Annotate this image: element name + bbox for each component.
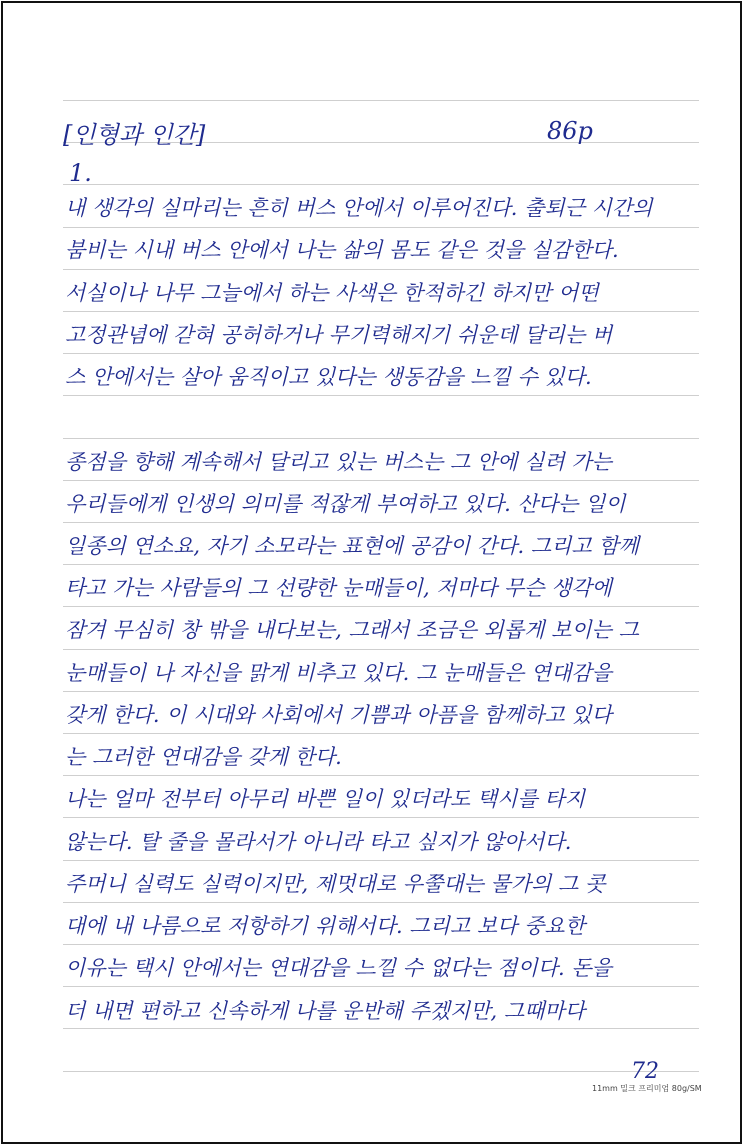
ruled-line: [63, 986, 699, 987]
handwritten-line: 눈매들이 나 자신을 맑게 비추고 있다. 그 눈매들은 연대감을: [65, 661, 612, 685]
handwritten-line: 갖게 한다. 이 시대와 사회에서 기쁨과 아픔을 함께하고 있다: [65, 703, 612, 727]
handwritten-line: 잠겨 무심히 창 밖을 내다보는, 그래서 조금은 외롭게 보이는 그: [65, 618, 639, 642]
handwritten-line: 일종의 연소요, 자기 소모라는 표현에 공감이 간다. 그리고 함께: [65, 534, 639, 558]
handwritten-line: 대에 내 나름으로 저항하기 위해서다. 그리고 보다 중요한: [65, 914, 585, 938]
handwritten-line: 붐비는 시내 버스 안에서 나는 삶의 몸도 같은 것을 실감한다.: [65, 238, 619, 262]
handwritten-line: 주머니 실력도 실력이지만, 제멋대로 우쭐대는 물가의 그 콧: [65, 872, 606, 896]
ruled-line: [63, 944, 699, 945]
handwritten-line: 나는 얼마 전부터 아무리 바쁜 일이 있더라도 택시를 타지: [65, 787, 585, 811]
ruled-line: [63, 438, 699, 439]
ruled-line: [63, 184, 699, 185]
handwritten-line: 이유는 택시 안에서는 연대감을 느낄 수 없다는 점이다. 돈을: [65, 956, 612, 980]
ruled-line: [63, 817, 699, 818]
handwritten-line: 서실이나 나무 그늘에서 하는 사색은 한적하긴 하지만 어떤: [65, 281, 599, 305]
handwritten-line: 더 내면 편하고 신속하게 나를 운반해 주겠지만, 그때마다: [65, 999, 585, 1023]
ruled-line: [63, 100, 699, 101]
section-number: 1.: [69, 159, 92, 187]
ruled-line: [63, 606, 699, 607]
ruled-line: [63, 395, 699, 396]
ruled-line: [63, 649, 699, 650]
handwritten-line: 타고 가는 사람들의 그 선량한 눈매들이, 저마다 무슨 생각에: [65, 576, 612, 600]
notebook-brand-label: 11mm 밀크 프리미엄 80g/SM: [592, 1084, 702, 1093]
ruled-line: [63, 1071, 699, 1072]
ruled-line: [63, 860, 699, 861]
lined-sheet: [63, 3, 702, 1144]
ruled-line: [63, 480, 699, 481]
handwritten-line: 스 안에서는 살아 움직이고 있다는 생동감을 느낄 수 있다.: [65, 365, 592, 389]
handwritten-line: 않는다. 탈 줄을 몰라서가 아니라 타고 싶지가 않아서다.: [65, 830, 572, 854]
handwritten-line: 종점을 향해 계속해서 달리고 있는 버스는 그 안에 실려 가는: [65, 450, 612, 474]
ruled-line: [63, 227, 699, 228]
handwritten-line: 고정관념에 갇혀 공허하거나 무기력해지기 쉬운데 달리는 버: [65, 323, 613, 347]
page-reference: 86p: [547, 117, 593, 145]
ruled-line: [63, 564, 699, 565]
page-number-mark: 72: [631, 1059, 659, 1084]
ruled-line: [63, 311, 699, 312]
ruled-line: [63, 691, 699, 692]
notebook-page: [1, 1, 742, 1144]
ruled-line: [63, 902, 699, 903]
handwritten-line: 우리들에게 인생의 의미를 적잖게 부여하고 있다. 산다는 일이: [65, 492, 626, 516]
essay-title: [인형과 인간]: [63, 121, 206, 149]
ruled-line: [63, 775, 699, 776]
handwritten-line: 내 생각의 실마리는 흔히 버스 안에서 이루어진다. 출퇴근 시간의: [65, 196, 653, 220]
ruled-line: [63, 1028, 699, 1029]
ruled-line: [63, 353, 699, 354]
ruled-line: [63, 733, 699, 734]
ruled-line: [63, 269, 699, 270]
ruled-line: [63, 522, 699, 523]
handwritten-line: 는 그러한 연대감을 갖게 한다.: [65, 745, 342, 769]
